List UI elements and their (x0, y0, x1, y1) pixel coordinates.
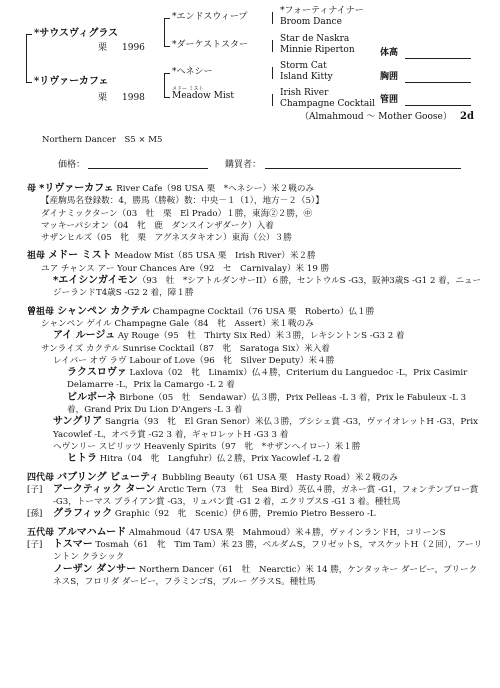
horse-name: ノーザン ダンサー (53, 563, 137, 575)
family-line (27, 472, 484, 484)
bracket-line (164, 18, 170, 19)
family-line (53, 441, 484, 453)
nick-note: Northern Dancer S5 × M5 (42, 135, 163, 145)
family-line (27, 250, 484, 262)
sire-sire: *エンドスウィープ (172, 12, 248, 22)
horse-name: *エイシンガイモン (53, 275, 138, 287)
horse-record: Graphic（92 牝 Scenic）伊６勝，Premio Pietro Bessero -L (112, 509, 376, 520)
family-line (41, 195, 484, 207)
family-line (67, 453, 484, 465)
height-label: 体高 (380, 48, 399, 58)
price-label: 価格： (58, 160, 86, 170)
horse-name: アークティック ターン (53, 483, 156, 495)
chest-label: 胸囲 (380, 72, 399, 82)
horse-name: トスマー (53, 539, 93, 551)
family-line (67, 392, 484, 417)
family-section-ggdam (27, 306, 484, 466)
bracket-line (272, 67, 273, 79)
bracket-line (164, 73, 170, 74)
bracket-line (164, 97, 170, 98)
sire-dam: *ダーケストスター (172, 40, 249, 50)
family-line (27, 508, 484, 520)
g3-dss: Storm Cat (280, 61, 327, 71)
horse-record: 【産駒馬名登録数：4，勝馬（勝鞍）数：中央－１（1），地方－２（5）】 (41, 196, 324, 207)
relation-tag: [子] (27, 484, 43, 495)
cannon-line (405, 105, 471, 106)
g3-dds: Irish River (280, 88, 329, 98)
generation-label: 四代母 (27, 472, 58, 483)
horse-record: Arctic Tern（73 牡 Sea Bird）英仏４勝，ガネー賞 -G1，フォンテンブロー賞 -G3，トーマス ブライアン賞 -G3，リュパン賞 -G1 2 着，エクリプスS -G1 3 着。種牡馬 (53, 484, 479, 508)
horse-record: Hitra（04 牝 Langfuhr）仏２勝，Prix Yacowlef -L 2 着 (97, 454, 341, 465)
family-line (27, 539, 484, 564)
family-section-dam (27, 183, 484, 244)
horse-name: メドー ミスト (48, 250, 112, 262)
g3-sds: Star de Naskra (280, 34, 350, 44)
horse-record: Sangria（93 牝 El Gran Senor）米仏３勝，プシシェ賞 -G3，ヴァイオレットH -G3，Prix Yacowlef -L，オペラ賞 -G2 3 着，ギャロレットH -G3 3 着 (53, 417, 478, 440)
horse-record: ヘヴンリー スピリッツ Heavenly Spirits（97 牝 *サザンヘイロー）米１勝 (53, 441, 361, 452)
horse-record: マッキーパシオン（04 牝 鹿 ダンスインザダーク）入着 (41, 220, 274, 231)
generation-label: 母 (27, 184, 40, 194)
dam-dam-ruby: メドー ミスト (172, 86, 204, 92)
horse-record: サザンヒルズ（05 牝 栗 アグネスタキオン）東海（公）３勝 (41, 233, 292, 244)
horse-name: アイ ルージュ (53, 330, 116, 342)
family-line (41, 220, 484, 232)
horse-name: *リヴァーカフェ (39, 183, 114, 194)
family-line (53, 275, 484, 300)
bracket-line (164, 46, 170, 47)
g3-ddd: Champagne Cocktail (280, 99, 375, 109)
family-line (27, 306, 484, 318)
horse-record: Almahmoud（47 USA 栗 Mahmoud）米４勝，ヴァインランドH，コリーンS (126, 527, 446, 538)
sire-coat: 栗 (98, 43, 108, 53)
buyer-label: 購買者： (225, 160, 262, 170)
horse-name: サングリア (53, 416, 103, 428)
height-line (405, 58, 471, 59)
dam-dam: Meadow Mist (172, 91, 234, 101)
family-line (41, 318, 484, 330)
dam-name: *リヴァーカフェ (34, 76, 109, 87)
family-section-gdam (27, 250, 484, 299)
horse-name: アルマハムード (57, 526, 127, 538)
horse-name: バブリング ビューティ (57, 471, 160, 483)
generation-label: 曾祖母 (27, 306, 58, 317)
g3-dsd: Island Kitty (280, 72, 333, 82)
position-code: 2d (460, 111, 474, 122)
family-line (67, 367, 484, 392)
family-section-g4dam (27, 472, 484, 521)
dam-sire: *ヘネシー (172, 67, 213, 77)
family-line (41, 263, 484, 275)
bracket-line (26, 34, 32, 35)
horse-name: グラフィック (53, 508, 113, 520)
horse-record: （93 牡 *シアトルダンサーII）６勝，セントウルS -G3，阪神3歳S -G1 2 着，ニュージーランドT4歳S -G2 2 着，障１勝 (53, 276, 482, 299)
horse-record: Northern Dancer（61 牡 Nearctic）米 14 勝，ケンタッキー ダービー，プリークネスS，フロリダ ダービー，フラミンゴS，ブルー グラスS。種牡馬 (53, 564, 478, 587)
family-section-g5dam (27, 527, 484, 588)
family-line (53, 416, 484, 441)
family-line (27, 183, 484, 195)
family-line (41, 232, 484, 244)
horse-name: ヒトラ (67, 453, 97, 465)
bracket-line (272, 12, 273, 24)
horse-record: Laxlova（02 牝 Linamix）仏４勝，Criterium du Languedoc -L，Prix Casimir Delamarre -L，Prix la Camargo -L 2 着 (67, 368, 468, 391)
family-line (53, 355, 484, 367)
sire-year: 1996 (122, 43, 145, 53)
horse-record: Bubbling Beauty（61 USA 栗 Hasty Road）米２戦のみ (159, 472, 398, 483)
dam-coat: 栗 (98, 93, 108, 103)
bracket-line (164, 73, 165, 98)
horse-name: ラクスロヴァ (67, 367, 127, 379)
price-line (88, 168, 208, 169)
inbreed-note: （Almahmoud ～ Mother Goose） (300, 112, 452, 122)
relation-tag: [子] (27, 540, 43, 551)
family-sections (27, 177, 484, 588)
horse-record: Birbone（05 牡 Sendawar）仏３勝，Prix Pelleas -L 3 着，Prix le Fabuleux -L 3 着，Grand Prix Du Lion D'Angers -L 3 着 (67, 392, 467, 416)
family-line (53, 330, 484, 342)
horse-record: ユア チャンス アー Your Chances Are（92 セ Carnivalay）米 19 勝 (41, 263, 330, 274)
family-line (27, 483, 484, 509)
horse-record: レイバー オヴ ラヴ Labour of Love（96 牝 Silver Deputy）米４勝 (53, 355, 335, 366)
bracket-line (272, 40, 273, 52)
family-line (41, 208, 484, 220)
horse-record: Champagne Cocktail（76 USA 栗 Roberto）仏１勝 (149, 306, 375, 317)
horse-record: ダイナミックターン（03 牡 栗 El Prado）１勝，東海②２勝，㊥ (41, 208, 313, 219)
horse-record: Meadow Mist（85 USA 栗 Irish River）米２勝 (111, 251, 316, 262)
bracket-line (272, 94, 273, 106)
bracket-line (26, 82, 32, 83)
horse-record: Tosmah（61 牝 Tim Tam）米 23 勝，ベルダムS，フリゼットS，マスケットH（２回），アーリントン クラシック (53, 540, 483, 563)
horse-record: シャンペン ゲイル Champagne Gale（84 牝 Assert）米１戦のみ (41, 318, 314, 329)
cannon-label: 管囲 (380, 95, 399, 105)
g3-sss: *フォーティナイナー (280, 6, 364, 16)
horse-record: River Cafe（98 USA 栗 *ヘネシー）米２戦のみ (113, 184, 315, 194)
buyer-line (265, 168, 461, 169)
bracket-line (164, 18, 165, 46)
g3-ssd: Broom Dance (280, 17, 342, 27)
horse-record: サンライズ カクテル Sunrise Cocktail（87 牝 Saratoga Six）米入着 (41, 343, 330, 354)
sire-name: *サウスヴィグラス (34, 28, 119, 39)
family-line (53, 564, 484, 589)
family-line (41, 343, 484, 355)
g3-sdd: Minnie Riperton (280, 45, 355, 55)
horse-record: Ay Rouge（95 牡 Thirty Six Red）米３勝，レキシントンS -G3 2 着 (115, 331, 405, 342)
relation-tag: [孫] (27, 509, 43, 520)
dam-year: 1998 (122, 93, 145, 103)
horse-name: シャンペン カクテル (57, 305, 150, 317)
generation-label: 祖母 (27, 251, 49, 262)
bracket-line (26, 34, 27, 83)
generation-label: 五代母 (27, 527, 58, 538)
family-line (27, 527, 484, 539)
horse-name: ビルボーネ (67, 391, 117, 403)
chest-line (405, 82, 471, 83)
